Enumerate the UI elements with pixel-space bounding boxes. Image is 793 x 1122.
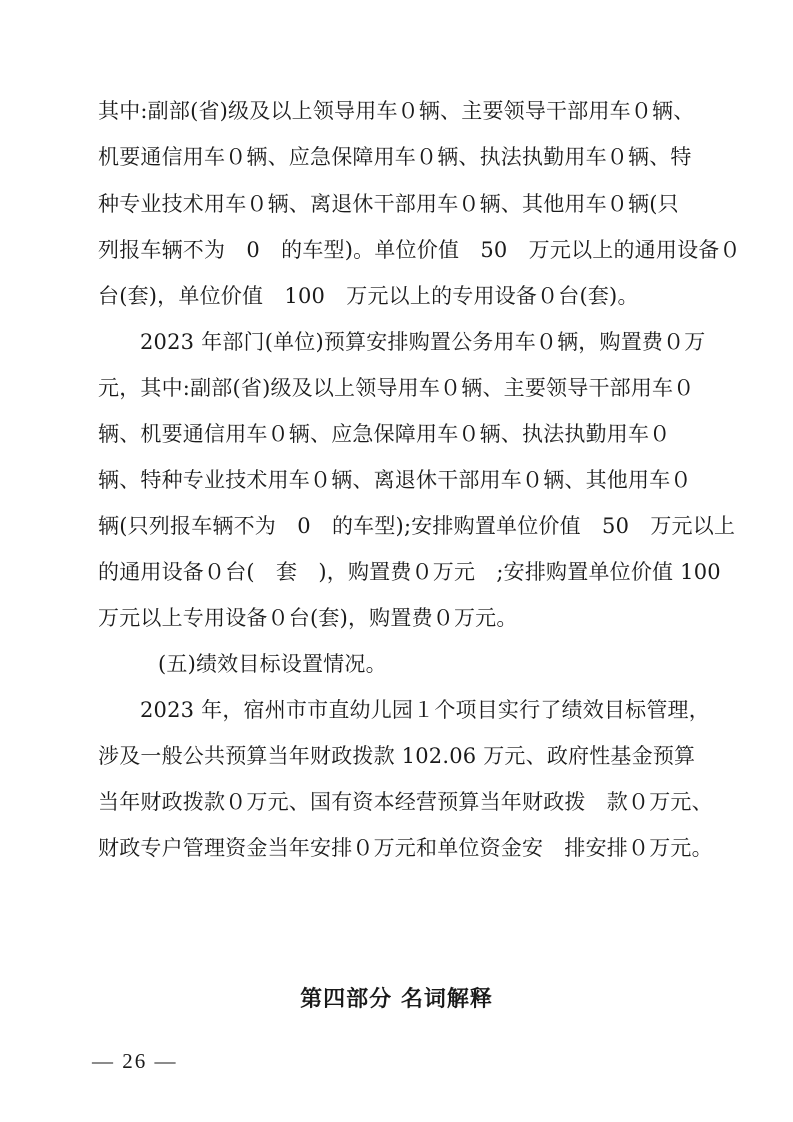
paragraph-2-line-3: 辆、机要通信用车０辆、应急保障用车０辆、执法执勤用车０ [98, 422, 671, 446]
paragraph-2-line-7: 万元以上专用设备０台(套)，购置费０万元。 [98, 606, 518, 630]
paragraph-1-line-2: 机要通信用车０辆、应急保障用车０辆、执法执勤用车０辆、特 [98, 145, 692, 169]
part-title: 第四部分 名词解释 [300, 987, 493, 1012]
paragraph-2-line-5: 辆(只列报车辆不为 0 的车型);安排购置单位价值 50 万元以上 [98, 514, 736, 538]
section-heading: (五)绩效目标设置情况。 [158, 652, 387, 676]
paragraph-3-line-1: 2023 年，宿州市市直幼儿园１个项目实行了绩效目标管理， [140, 698, 710, 722]
paragraph-1-line-5: 台(套)，单位价值 100 万元以上的专用设备０台(套)。 [98, 284, 639, 308]
paragraph-2-line-1: 2023 年部门(单位)预算安排购置公务用车０辆，购置费０万 [140, 330, 706, 354]
paragraph-2-line-4: 辆、特种专业技术用车０辆、离退休干部用车０辆、其他用车０ [98, 468, 692, 492]
paragraph-1-line-1: 其中:副部(省)级及以上领导用车０辆、主要领导干部用车０辆、 [98, 99, 695, 123]
paragraph-1-line-4: 列报车辆不为 0 的车型)。单位价值 50 万元以上的通用设备０ [98, 238, 741, 262]
paragraph-2-line-2: 元，其中:副部(省)级及以上领导用车０辆、主要领导干部用车０ [98, 376, 695, 400]
paragraph-3-line-4: 财政专户管理资金当年安排０万元和单位资金安 排安排０万元。 [98, 836, 713, 860]
paragraph-3-line-3: 当年财政拨款０万元、国有资本经营预算当年财政拨 款０万元、 [98, 790, 713, 814]
paragraph-1-line-3: 种专业技术用车０辆、离退休干部用车０辆、其他用车０辆(只 [98, 192, 679, 216]
paragraph-2-line-6: 的通用设备０台( 套 )，购置费０万元 ;安排购置单位价值 100 [98, 560, 721, 584]
page-number: — 26 — [92, 1049, 178, 1073]
paragraph-3-line-2: 涉及一般公共预算当年财政拨款 102.06 万元、政府性基金预算 [98, 744, 696, 768]
